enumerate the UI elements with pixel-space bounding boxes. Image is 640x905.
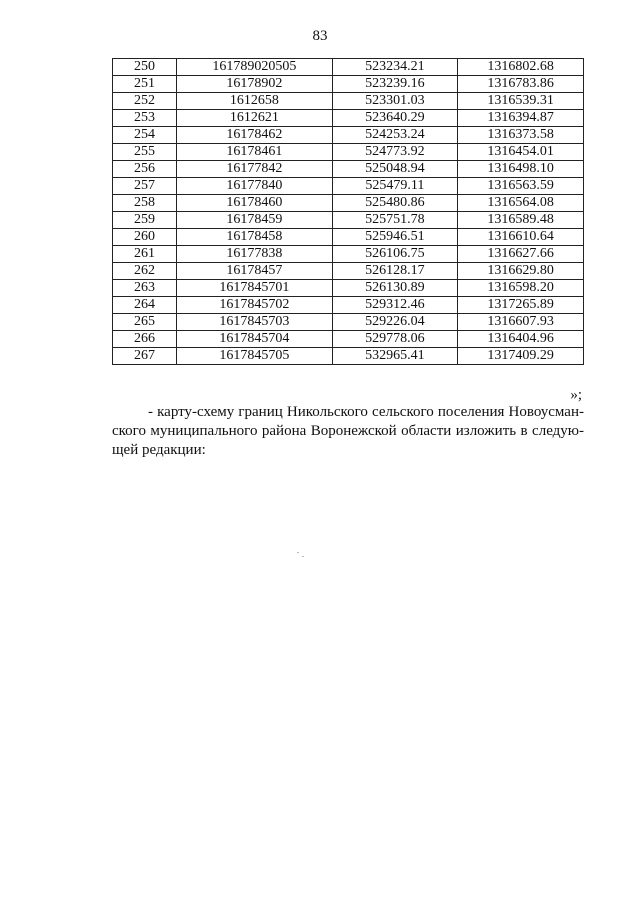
y-coordinate-cell: 1317409.29 [458, 348, 584, 365]
y-coordinate-cell: 1316589.48 [458, 212, 584, 229]
scan-speck [302, 556, 304, 557]
point-id-cell: 16177842 [177, 161, 333, 178]
x-coordinate-cell: 525480.86 [332, 195, 458, 212]
point-number-cell: 257 [113, 178, 177, 195]
x-coordinate-cell: 525479.11 [332, 178, 458, 195]
y-coordinate-cell: 1316610.64 [458, 229, 584, 246]
point-number-cell: 261 [113, 246, 177, 263]
x-coordinate-cell: 523301.03 [332, 93, 458, 110]
table-row [113, 348, 584, 365]
point-number-cell: 253 [113, 110, 177, 127]
paragraph-line-1: - карту-схему границ Никольского сельского поселения Новоусман- [148, 404, 584, 420]
table-row [113, 314, 584, 331]
point-number-cell: 259 [113, 212, 177, 229]
point-number-cell: 260 [113, 229, 177, 246]
x-coordinate-cell: 529312.46 [332, 297, 458, 314]
table-row [113, 93, 584, 110]
table-row [113, 178, 584, 195]
table-row [113, 76, 584, 93]
table-row [113, 110, 584, 127]
point-number-cell: 255 [113, 144, 177, 161]
coordinates-table [112, 58, 584, 365]
point-id-cell: 16178458 [177, 229, 333, 246]
page-number: 83 [312, 28, 328, 44]
point-number-cell: 252 [113, 93, 177, 110]
y-coordinate-cell: 1316802.68 [458, 59, 584, 76]
point-number-cell: 263 [113, 280, 177, 297]
x-coordinate-cell: 525751.78 [332, 212, 458, 229]
y-coordinate-cell: 1316394.87 [458, 110, 584, 127]
table-row [113, 144, 584, 161]
point-number-cell: 267 [113, 348, 177, 365]
y-coordinate-cell: 1316783.86 [458, 76, 584, 93]
point-number-cell: 265 [113, 314, 177, 331]
table-row [113, 212, 584, 229]
point-id-cell: 16178461 [177, 144, 333, 161]
y-coordinate-cell: 1316498.10 [458, 161, 584, 178]
y-coordinate-cell: 1316404.96 [458, 331, 584, 348]
point-id-cell: 1617845704 [177, 331, 333, 348]
table-row [113, 280, 584, 297]
table-row [113, 229, 584, 246]
point-id-cell: 16178902 [177, 76, 333, 93]
point-id-cell: 16178462 [177, 127, 333, 144]
y-coordinate-cell: 1316564.08 [458, 195, 584, 212]
table-row [113, 246, 584, 263]
paragraph-line-3: щей редакции: [112, 442, 206, 458]
y-coordinate-cell: 1316607.93 [458, 314, 584, 331]
x-coordinate-cell: 523640.29 [332, 110, 458, 127]
point-id-cell: 1617845705 [177, 348, 333, 365]
table-row [113, 263, 584, 280]
y-coordinate-cell: 1316598.20 [458, 280, 584, 297]
x-coordinate-cell: 525946.51 [332, 229, 458, 246]
point-id-cell: 1617845703 [177, 314, 333, 331]
x-coordinate-cell: 529226.04 [332, 314, 458, 331]
x-coordinate-cell: 524253.24 [332, 127, 458, 144]
y-coordinate-cell: 1316563.59 [458, 178, 584, 195]
closing-quote: »; [570, 387, 582, 403]
scan-speck [297, 552, 299, 553]
x-coordinate-cell: 525048.94 [332, 161, 458, 178]
point-id-cell: 16178457 [177, 263, 333, 280]
x-coordinate-cell: 532965.41 [332, 348, 458, 365]
table-row [113, 59, 584, 76]
x-coordinate-cell: 529778.06 [332, 331, 458, 348]
point-id-cell: 16178460 [177, 195, 333, 212]
point-number-cell: 254 [113, 127, 177, 144]
x-coordinate-cell: 523234.21 [332, 59, 458, 76]
point-id-cell: 16178459 [177, 212, 333, 229]
point-number-cell: 258 [113, 195, 177, 212]
point-number-cell: 262 [113, 263, 177, 280]
point-number-cell: 250 [113, 59, 177, 76]
point-id-cell: 1617845701 [177, 280, 333, 297]
x-coordinate-cell: 526130.89 [332, 280, 458, 297]
point-id-cell: 16177840 [177, 178, 333, 195]
x-coordinate-cell: 523239.16 [332, 76, 458, 93]
x-coordinate-cell: 524773.92 [332, 144, 458, 161]
point-number-cell: 251 [113, 76, 177, 93]
table-row [113, 127, 584, 144]
paragraph-line-2: ского муниципального района Воронежской области изложить в следую- [112, 423, 584, 439]
point-number-cell: 256 [113, 161, 177, 178]
coordinates-table-body [113, 59, 584, 365]
y-coordinate-cell: 1316373.58 [458, 127, 584, 144]
y-coordinate-cell: 1316454.01 [458, 144, 584, 161]
table-row [113, 161, 584, 178]
point-id-cell: 1612658 [177, 93, 333, 110]
point-number-cell: 266 [113, 331, 177, 348]
x-coordinate-cell: 526128.17 [332, 263, 458, 280]
point-id-cell: 1617845702 [177, 297, 333, 314]
point-id-cell: 1612621 [177, 110, 333, 127]
point-number-cell: 264 [113, 297, 177, 314]
y-coordinate-cell: 1316627.66 [458, 246, 584, 263]
y-coordinate-cell: 1317265.89 [458, 297, 584, 314]
point-id-cell: 161789020505 [177, 59, 333, 76]
body-paragraph [112, 403, 584, 460]
y-coordinate-cell: 1316629.80 [458, 263, 584, 280]
table-row [113, 297, 584, 314]
table-row [113, 331, 584, 348]
point-id-cell: 16177838 [177, 246, 333, 263]
x-coordinate-cell: 526106.75 [332, 246, 458, 263]
table-row [113, 195, 584, 212]
y-coordinate-cell: 1316539.31 [458, 93, 584, 110]
